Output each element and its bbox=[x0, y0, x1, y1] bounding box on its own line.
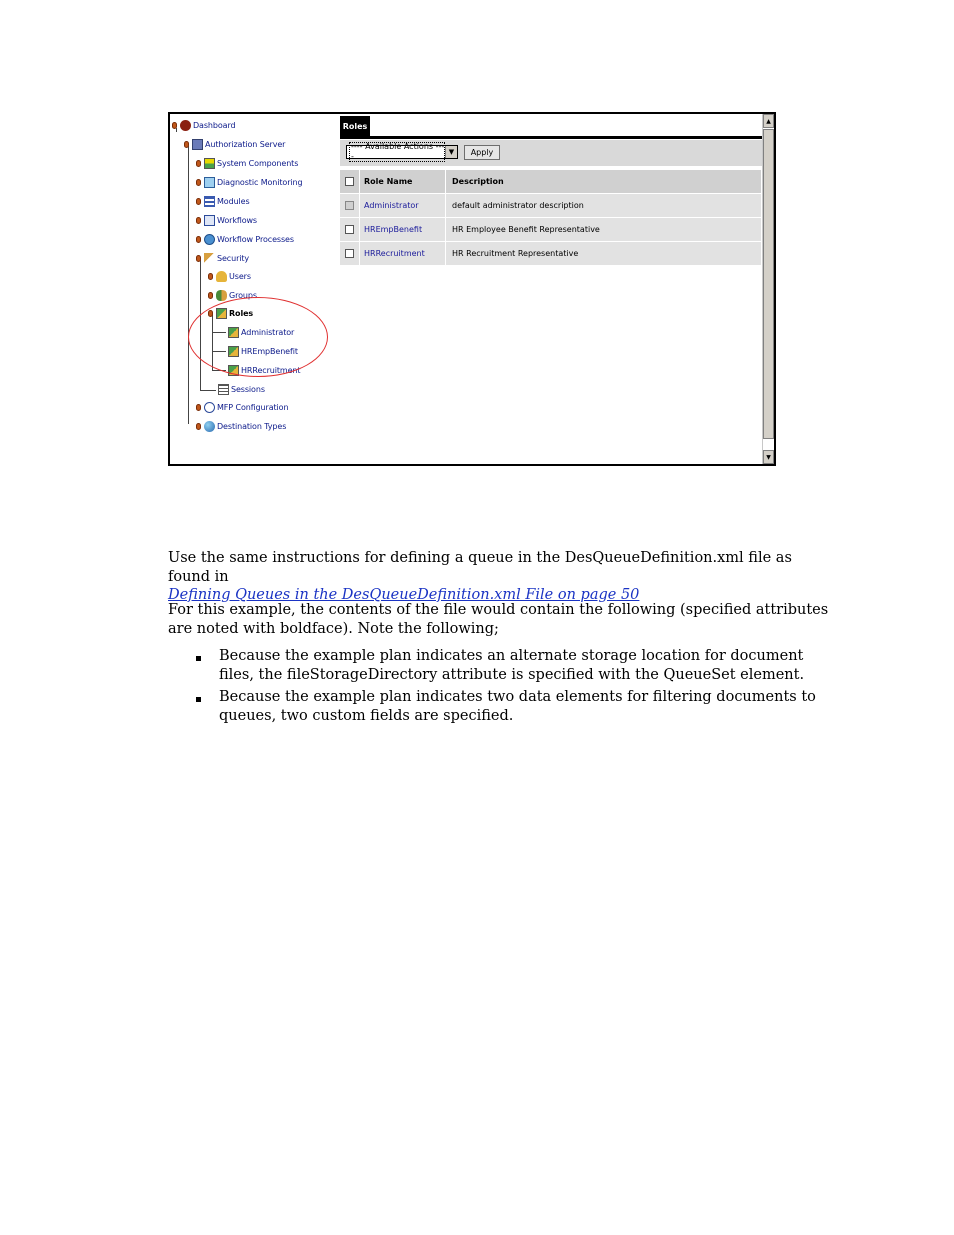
tree-node-mfp-configuration[interactable] bbox=[196, 400, 288, 414]
tree-label: System Components bbox=[217, 158, 299, 168]
tree-label: Destination Types bbox=[217, 421, 287, 431]
tree-label: Administrator bbox=[241, 327, 295, 337]
tree-node-workflows[interactable] bbox=[196, 213, 257, 227]
tree-label: Roles bbox=[229, 308, 254, 318]
row-checkbox bbox=[345, 201, 354, 210]
monitor-icon bbox=[204, 177, 215, 188]
role-name-link[interactable]: HREmpBenefit bbox=[364, 225, 423, 234]
red-highlight-ellipse bbox=[188, 297, 328, 377]
globe-icon bbox=[204, 421, 215, 432]
available-actions-select[interactable] bbox=[346, 142, 458, 161]
row-checkbox[interactable] bbox=[345, 249, 354, 258]
tab-bar bbox=[340, 114, 762, 139]
select-all-checkbox[interactable] bbox=[345, 177, 354, 186]
expand-bullet-icon[interactable] bbox=[208, 292, 213, 299]
tree-node-sessions[interactable] bbox=[218, 382, 265, 396]
tab-roles[interactable]: Roles bbox=[340, 116, 370, 136]
table-row bbox=[340, 242, 762, 266]
tree-label: Dashboard bbox=[193, 120, 236, 130]
role-name-link[interactable]: Administrator bbox=[364, 201, 419, 210]
tree-label: Security bbox=[217, 253, 250, 263]
roles-table bbox=[340, 170, 762, 266]
user-icon bbox=[216, 271, 227, 282]
dashboard-icon bbox=[180, 120, 191, 131]
config-icon bbox=[204, 402, 215, 413]
column-header-role-name[interactable]: Role Name bbox=[360, 170, 446, 193]
scroll-down-icon[interactable]: ▼ bbox=[763, 450, 774, 464]
tree-label: Groups bbox=[229, 290, 257, 300]
components-icon bbox=[204, 158, 215, 169]
chevron-down-icon[interactable]: ▼ bbox=[445, 146, 457, 158]
tree-node-diagnostic-monitoring[interactable] bbox=[196, 175, 302, 189]
expand-bullet-icon[interactable] bbox=[196, 160, 201, 167]
roles-pane bbox=[340, 114, 762, 464]
instructions-text: Use the same instructions for defining a queue in the DesQueueDefinition.xml file as found in bbox=[168, 550, 792, 585]
process-icon bbox=[204, 234, 215, 245]
roles-screenshot bbox=[168, 112, 776, 466]
sessions-icon bbox=[218, 384, 229, 395]
tree-node-dashboard[interactable] bbox=[172, 118, 236, 132]
server-icon bbox=[192, 139, 203, 150]
tree-label: HRRecruitment bbox=[241, 365, 301, 375]
row-checkbox[interactable] bbox=[345, 225, 354, 234]
role-description: HR Employee Benefit Representative bbox=[446, 218, 762, 241]
tree-label: HREmpBenefit bbox=[241, 346, 298, 356]
scroll-up-icon[interactable]: ▲ bbox=[763, 114, 774, 128]
tree-node-workflow-processes[interactable] bbox=[196, 232, 294, 246]
expand-bullet-icon[interactable] bbox=[208, 273, 213, 280]
scrollbar-thumb[interactable] bbox=[763, 129, 774, 439]
list-item: Because the example plan indicates two data elements for filtering documents to queues, two custom fields are specified. bbox=[219, 689, 816, 724]
table-row bbox=[340, 194, 762, 218]
apply-button[interactable]: Apply bbox=[464, 145, 500, 160]
tree-node-authorization-server[interactable] bbox=[184, 137, 285, 151]
example-paragraph: For this example, the contents of the file would contain the following (specified attributes are noted with boldface). Note the following; bbox=[168, 602, 829, 637]
bullet-icon bbox=[196, 697, 201, 702]
tree-label: Users bbox=[229, 271, 251, 281]
tree-label: Diagnostic Monitoring bbox=[217, 177, 303, 187]
tree-node-users[interactable] bbox=[208, 269, 251, 283]
column-header-description[interactable]: Description bbox=[446, 170, 762, 193]
tree-label: Sessions bbox=[231, 384, 265, 394]
tree-label: Workflow Processes bbox=[217, 234, 294, 244]
available-actions-value: ---- Available Actions ---- bbox=[351, 142, 445, 161]
role-description: HR Recruitment Representative bbox=[446, 242, 762, 265]
action-bar bbox=[340, 140, 762, 166]
defining-queues-link[interactable]: Defining Queues in the DesQueueDefinition.xml File on page 50 bbox=[168, 587, 640, 603]
expand-bullet-icon[interactable] bbox=[196, 217, 201, 224]
instructions-paragraph bbox=[168, 549, 838, 605]
workflow-icon bbox=[204, 215, 215, 226]
expand-bullet-icon[interactable] bbox=[196, 255, 201, 262]
expand-bullet-icon[interactable] bbox=[196, 404, 201, 411]
vertical-scrollbar[interactable] bbox=[762, 114, 774, 464]
expand-bullet-icon[interactable] bbox=[196, 198, 201, 205]
bullet-icon bbox=[196, 656, 201, 661]
expand-bullet-icon[interactable] bbox=[196, 236, 201, 243]
tree-node-security[interactable] bbox=[196, 251, 249, 265]
list-item: Because the example plan indicates an alternate storage location for document files, the fileStorageDirectory attribute is specified with the QueueSet element. bbox=[219, 648, 805, 683]
expand-bullet-icon[interactable] bbox=[196, 423, 201, 430]
tree-label: Authorization Server bbox=[205, 139, 286, 149]
expand-bullet-icon[interactable] bbox=[196, 179, 201, 186]
modules-icon bbox=[204, 196, 215, 207]
security-icon bbox=[204, 253, 215, 264]
expand-bullet-icon[interactable] bbox=[184, 141, 189, 148]
tree-label: Workflows bbox=[217, 215, 258, 225]
tree-label: MFP Configuration bbox=[217, 402, 289, 412]
tree-node-system-components[interactable] bbox=[196, 156, 298, 170]
navigation-tree bbox=[170, 114, 340, 464]
tree-node-destination-types[interactable] bbox=[196, 419, 286, 433]
table-row bbox=[340, 218, 762, 242]
tree-label: Modules bbox=[217, 196, 250, 206]
role-name-link[interactable]: HRRecruitment bbox=[364, 249, 425, 258]
expand-bullet-icon[interactable] bbox=[172, 122, 177, 129]
tree-node-modules[interactable] bbox=[196, 194, 250, 208]
table-header-row bbox=[340, 170, 762, 194]
role-description: default administrator description bbox=[446, 194, 762, 217]
group-icon bbox=[216, 290, 227, 301]
